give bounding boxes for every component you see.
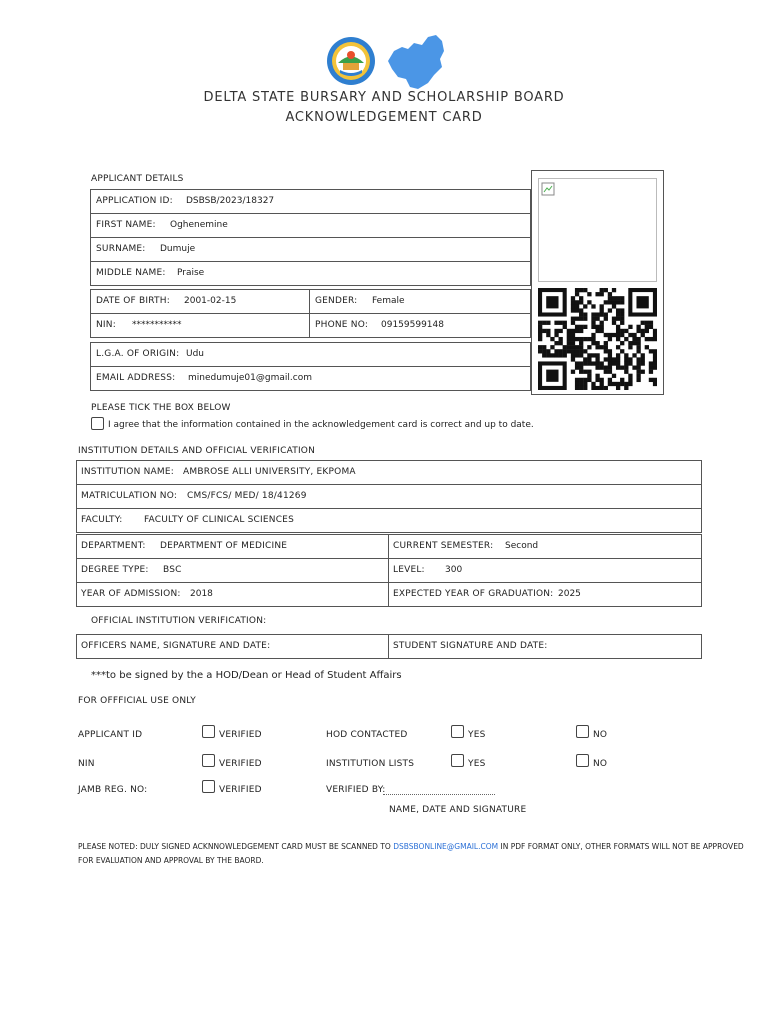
footer-note-line2: FOR EVALUATION AND APPROVAL BY THE BAORD.: [78, 856, 264, 865]
lists-yes-label: YES: [468, 759, 486, 769]
tick-instruction: PLEASE TICK THE BOX BELOW: [91, 403, 231, 413]
lga-label: L.G.A. OF ORIGIN:: [96, 349, 180, 359]
verification-title: OFFICIAL INSTITUTION VERIFICATION:: [91, 616, 267, 626]
level-value: 300: [445, 565, 463, 575]
middle-name-label: MIDDLE NAME:: [96, 268, 166, 278]
broken-image-icon: [541, 181, 555, 195]
passport-photo: [538, 178, 657, 282]
qr-code: [538, 288, 657, 390]
board-title: DELTA STATE BURSARY AND SCHOLARSHIP BOARD: [203, 90, 565, 105]
sign-note: ***to be signed by the a HOD/Dean or Head of Student Affairs: [91, 670, 402, 681]
matric-value: CMS/FCS/ MED/ 18/41269: [187, 491, 307, 501]
phone-label: PHONE NO:: [315, 320, 369, 330]
degree-label: DEGREE TYPE:: [81, 565, 149, 575]
phone-value: 09159599148: [381, 320, 444, 330]
nin-value: ***********: [132, 320, 182, 330]
institution-name-value: AMBROSE ALLI UNIVERSITY, EKPOMA: [183, 467, 356, 477]
faculty-label: FACULTY:: [81, 515, 123, 525]
hod-no-checkbox[interactable]: [576, 725, 589, 738]
hod-yes-label: YES: [468, 730, 486, 740]
institution-name-label: INSTITUTION NAME:: [81, 467, 174, 477]
dob-value: 2001-02-15: [184, 296, 237, 306]
graduation-value: 2025: [558, 589, 581, 599]
jamb-verified-checkbox[interactable]: [202, 780, 215, 793]
institution-section-title: INSTITUTION DETAILS AND OFFICIAL VERIFICATION: [78, 446, 316, 456]
email-label: EMAIL ADDRESS:: [96, 373, 176, 383]
dob-label: DATE OF BIRTH:: [96, 296, 170, 306]
lists-no-label: NO: [593, 759, 608, 769]
footer-note-start: PLEASE NOTED: DULY SIGNED ACKNNOWLEDGEMENT CARD MUST BE SCANNED TO: [78, 842, 394, 851]
lists-no-checkbox[interactable]: [576, 754, 589, 767]
surname-value: Dumuje: [160, 244, 196, 254]
level-label: LEVEL:: [393, 565, 425, 575]
verified-by-line: [383, 794, 495, 795]
semester-value: Second: [505, 541, 539, 551]
officer-signature-label: OFFICERS NAME, SIGNATURE AND DATE:: [81, 641, 271, 651]
jamb-row-label: JAMB REG. NO:: [78, 785, 148, 795]
application-id-label: APPLICATION ID:: [96, 196, 173, 206]
middle-name-value: Praise: [177, 268, 205, 278]
matric-label: MATRICULATION NO:: [81, 491, 178, 501]
first-name-value: Oghenemine: [170, 220, 228, 230]
admission-label: YEAR OF ADMISSION:: [81, 589, 181, 599]
degree-value: BSC: [163, 565, 182, 575]
institution-lists-label: INSTITUTION LISTS: [326, 759, 415, 769]
hod-contacted-label: HOD CONTACTED: [326, 730, 408, 740]
hod-no-label: NO: [593, 730, 608, 740]
applicant-id-row-label: APPLICANT ID: [78, 730, 143, 740]
surname-label: SURNAME:: [96, 244, 146, 254]
name-date-signature-label: NAME, DATE AND SIGNATURE: [389, 805, 527, 815]
semester-label: CURRENT SEMESTER:: [393, 541, 494, 551]
agreement-text: I agree that the information contained in the acknowledgement card is correct and up to date.: [108, 420, 534, 430]
applicant-id-verified-label: VERIFIED: [219, 730, 262, 740]
nin-row-label: NIN: [78, 759, 95, 769]
nin-verified-checkbox[interactable]: [202, 754, 215, 767]
footer-note: [78, 842, 744, 851]
card-title: ACKNOWLEDGEMENT CARD: [285, 110, 483, 125]
footer-note-end: IN PDF FORMAT ONLY, OTHER FORMATS WILL NOT BE APPROVED: [498, 842, 744, 851]
application-id-value: DSBSB/2023/18327: [186, 196, 275, 206]
agreement-checkbox[interactable]: [91, 417, 104, 430]
department-value: DEPARTMENT OF MEDICINE: [160, 541, 288, 551]
verified-by-label: VERIFIED BY:: [326, 785, 386, 795]
applicant-id-verified-checkbox[interactable]: [202, 725, 215, 738]
jamb-verified-label: VERIFIED: [219, 785, 262, 795]
official-use-title: FOR OFFFICIAL USE ONLY: [78, 696, 196, 706]
footer-email-link[interactable]: DSBSBONLINE@GMAIL.COM: [393, 842, 499, 851]
lists-yes-checkbox[interactable]: [451, 754, 464, 767]
gender-label: GENDER:: [315, 296, 358, 306]
admission-value: 2018: [190, 589, 213, 599]
lga-value: Udu: [186, 349, 205, 359]
student-signature-label: STUDENT SIGNATURE AND DATE:: [393, 641, 548, 651]
faculty-value: FACULTY OF CLINICAL SCIENCES: [144, 515, 294, 525]
first-name-label: FIRST NAME:: [96, 220, 156, 230]
delta-state-map-logo: [384, 33, 448, 91]
applicant-section-title: APPLICANT DETAILS: [91, 174, 184, 184]
email-value: minedumuje01@gmail.com: [188, 373, 312, 383]
nin-verified-label: VERIFIED: [219, 759, 262, 769]
board-seal-logo: [326, 36, 376, 86]
graduation-label: EXPECTED YEAR OF GRADUATION:: [393, 589, 554, 599]
nin-label: NIN:: [96, 320, 116, 330]
department-label: DEPARTMENT:: [81, 541, 146, 551]
hod-yes-checkbox[interactable]: [451, 725, 464, 738]
gender-value: Female: [372, 296, 405, 306]
